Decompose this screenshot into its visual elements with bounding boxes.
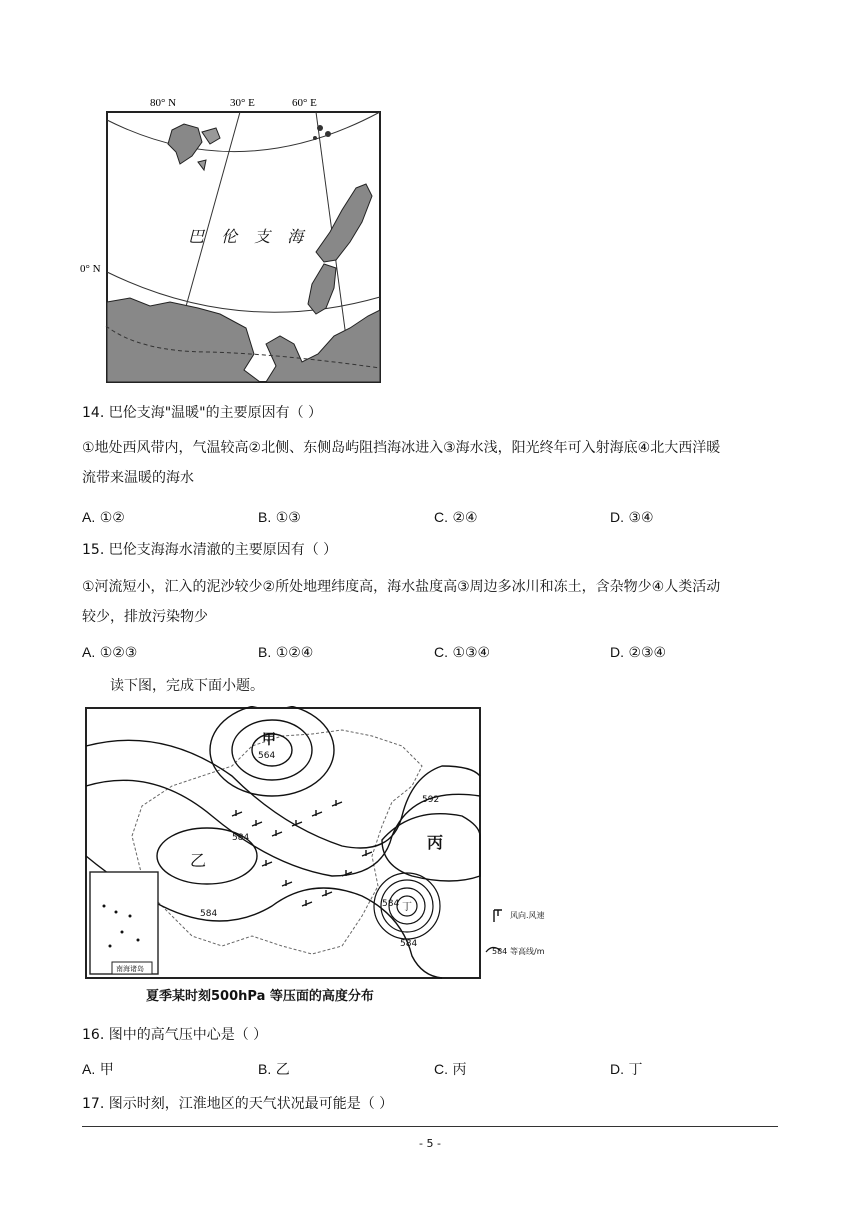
inset-island	[103, 905, 106, 908]
south-sea-inset	[90, 872, 158, 974]
inset-island	[121, 931, 124, 934]
contour-label-584-a: 584	[232, 833, 250, 843]
q15-option-c[interactable]: C. ①③④	[434, 644, 491, 661]
label-bing: 丙	[427, 833, 444, 852]
q14-option-a[interactable]: A. ①②	[82, 509, 125, 526]
q16-option-b[interactable]: B. 乙	[258, 1061, 290, 1078]
inset-island	[137, 939, 140, 942]
inset-island	[115, 911, 118, 914]
q15-body-line2: 较少，排放污染物少	[82, 609, 208, 625]
q15-option-d[interactable]: D. ②③④	[610, 644, 667, 661]
q15-option-b[interactable]: B. ①②④	[258, 644, 314, 661]
q14-body	[82, 433, 782, 493]
inset-island	[129, 915, 132, 918]
q16-option-c[interactable]: C. 丙	[434, 1061, 467, 1078]
franz-josef-island	[325, 131, 331, 137]
q16-option-d[interactable]: D. 丁	[610, 1061, 643, 1078]
contour-label-584-c: 584	[400, 939, 418, 949]
q15-body	[82, 572, 782, 632]
south-sea-inset-label: 南海诸岛	[116, 965, 144, 973]
label-yi: 乙	[190, 851, 207, 870]
contour-label-584-d: 584	[382, 899, 400, 909]
lat-label-80n: 80° N	[150, 97, 177, 109]
pressure-height-map-svg	[82, 706, 582, 1010]
q14-stem: 14. 巴伦支海"温暖"的主要原因有（ ）	[82, 405, 323, 421]
page-number: - 5 -	[419, 1137, 441, 1150]
contour-label-564: 564	[258, 751, 276, 761]
barents-sea-map	[80, 92, 385, 384]
legend-contour-label: 等高线/m	[510, 947, 545, 956]
barents-sea-map-svg	[80, 92, 385, 384]
label-jia: 甲	[262, 732, 276, 748]
q15-stem: 15. 巴伦支海海水清澈的主要原因有（ ）	[82, 542, 338, 558]
inset-island	[109, 945, 112, 948]
contour-label-592: 592	[422, 795, 440, 805]
franz-josef-island	[317, 125, 323, 131]
sea-name-label: 巴 伦 支 海	[188, 227, 310, 246]
q14-body-line2: 流带来温暖的海水	[82, 470, 194, 486]
footer-divider	[82, 1126, 778, 1127]
label-ding: 丁	[402, 902, 412, 913]
q14-option-c[interactable]: C. ②④	[434, 509, 478, 526]
legend-contour-value: 584	[492, 947, 508, 956]
q14-option-b[interactable]: B. ①③	[258, 509, 301, 526]
map2-caption: 夏季某时刻500hPa 等压面的高度分布	[146, 989, 374, 1004]
contour-label-584-b: 584	[200, 909, 218, 919]
pressure-height-map	[82, 706, 582, 1010]
lat-label-left: 0° N	[80, 263, 101, 275]
franz-josef-island	[313, 136, 317, 140]
q16-option-a[interactable]: A. 甲	[82, 1061, 114, 1078]
q14-option-d[interactable]: D. ③④	[610, 509, 654, 526]
section-intro: 读下图，完成下面小题。	[110, 678, 264, 694]
legend-wind-barb-icon	[494, 910, 502, 922]
lon-label-30e: 30° E	[230, 97, 255, 109]
legend-wind-label: 风向.风速	[510, 911, 545, 920]
q15-option-a[interactable]: A. ①②③	[82, 644, 138, 661]
q15-body-line1: ①河流短小，汇入的泥沙较少②所处地理纬度高，海水盐度高③周边多冰川和冻土，含杂物少④人类活动	[82, 579, 721, 595]
q16-stem: 16. 图中的高气压中心是（ ）	[82, 1027, 268, 1043]
map2-legend	[486, 910, 545, 956]
q17-stem: 17. 图示时刻，江淮地区的天气状况最可能是（ ）	[82, 1096, 394, 1112]
q14-body-line1: ①地处西风带内，气温较高②北侧、东侧岛屿阻挡海冰进入③海水浅，阳光终年可入射海底④北大西洋暖	[82, 440, 721, 456]
lon-label-60e: 60° E	[292, 97, 317, 109]
